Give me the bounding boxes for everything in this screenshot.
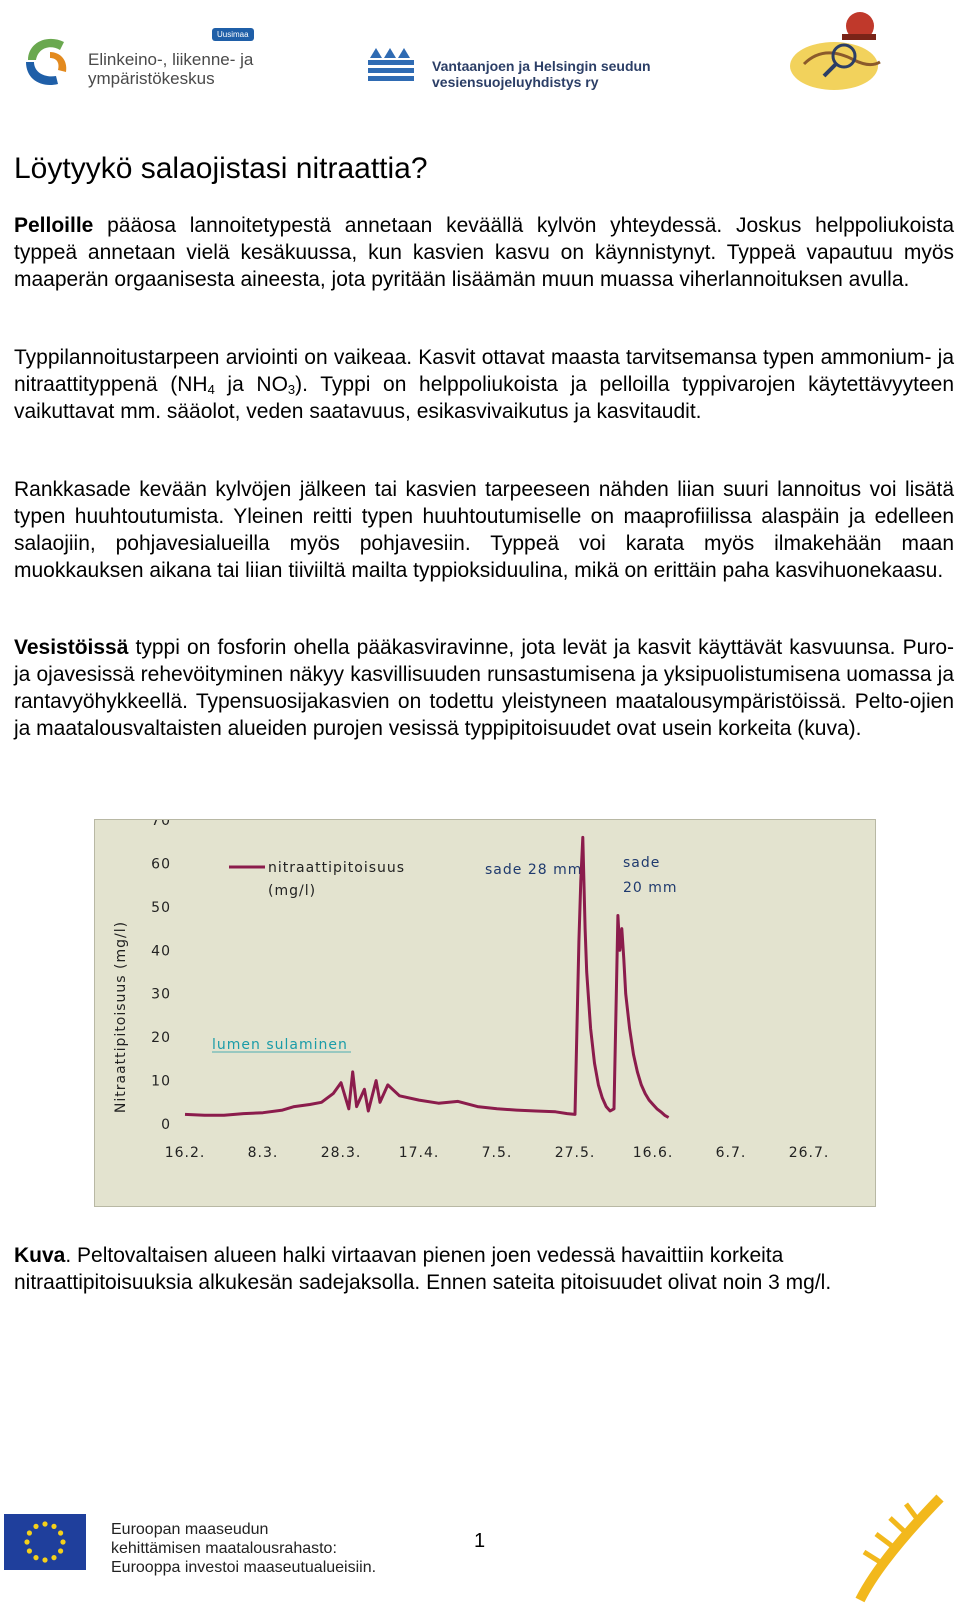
figure-caption-bold: Kuva <box>14 1244 66 1267</box>
legend-label-line2: (mg/l) <box>268 883 317 899</box>
paragraph-fields-bold: Pelloille <box>14 214 94 237</box>
eu-star <box>42 1521 47 1526</box>
eu-star <box>60 1539 65 1544</box>
eu-star <box>42 1557 47 1562</box>
figure-caption-text: . Peltovaltaisen alueen halki virtaavan pienen joen vedessä havaittiin korkeita nitraattipitoisuuksia alkukesän sadejaksolla. Ennen sateita pitoisuudet olivat noin 3 mg/l. <box>14 1244 832 1294</box>
page-title: Löytyykö salaojistasi nitraattia? <box>14 152 428 185</box>
y-tick-label: 60 <box>151 856 171 873</box>
paragraph-fertilization <box>14 344 954 425</box>
detective-mascot-icon <box>784 4 894 96</box>
subscript-4: 4 <box>207 382 215 397</box>
ely-emblem-icon <box>20 30 80 90</box>
y-tick-label: 70 <box>151 820 171 829</box>
x-tick-label: 6.7. <box>715 1145 747 1161</box>
x-tick-label: 27.5. <box>554 1145 596 1161</box>
x-tick-label: 26.7. <box>788 1145 830 1161</box>
annotation-rain-20mm-line2: 20 mm <box>623 880 678 896</box>
paragraph-leaching: Rankkasade kevään kylvöjen jälkeen tai kasvien tarpeeseen nähden liian suuri lannoitus voi lisätä typen huuhtoutumista. Yleinen reitti typen huuhtoutumiselle on maaprofiilissa alaspäin ja edelleen salaojiin, pohjavesialueilla myös pohjavesiin. Typpeä voi karata myös ilmakehään maan muokkauksen aikana tai liian tiiviiltä mailta typpioksiduulina, mikä on erittäin paha kasvihuonekaasu. <box>14 478 954 582</box>
eu-star <box>51 1555 56 1560</box>
y-tick-label: 20 <box>151 1030 171 1047</box>
y-tick-label: 50 <box>151 899 171 916</box>
eu-star <box>27 1530 32 1535</box>
page-number: 1 <box>474 1530 486 1552</box>
eu-star <box>58 1530 63 1535</box>
eu-star <box>27 1548 32 1553</box>
nitrate-chart-svg <box>95 820 875 1206</box>
paragraph-fertilization-b: ja NO <box>214 373 288 396</box>
paragraph-fields <box>14 212 954 293</box>
paragraph-waters-bold: Vesistöissä <box>14 636 129 659</box>
ely-name <box>88 50 253 88</box>
subscript-3: 3 <box>287 382 296 397</box>
vhsy-name <box>432 58 651 90</box>
x-tick-label: 16.6. <box>632 1145 674 1161</box>
eu-star <box>58 1548 63 1553</box>
annotation-rain-28mm: sade 28 mm <box>485 862 583 878</box>
nitrate-chart <box>94 819 876 1207</box>
eu-star <box>51 1524 56 1529</box>
water-waves-icon <box>366 44 422 88</box>
leader-logo-icon <box>850 1490 950 1604</box>
x-tick-label: 8.3. <box>247 1145 279 1161</box>
y-tick-label: 0 <box>161 1117 171 1133</box>
x-tick-label: 7.5. <box>481 1145 513 1161</box>
eu-star <box>24 1539 29 1544</box>
figure-caption <box>14 1242 954 1296</box>
vhsy-name-line2: vesiensuojeluyhdistys ry <box>432 74 599 90</box>
paragraph-fertilization-c: ). Typpi on helppoliukoista ja pelloilla typpivarojen käytettävyyteen vaikuttavat mm. sääolot, veden saatavuus, esikasvivaikutus ja kasvitaudit. <box>14 373 955 423</box>
paragraph-waters <box>14 634 954 742</box>
paragraph-fertilization-a: Typpilannoitustarpeen arviointi on vaikeaa. Kasvit ottavat maasta tarvitsemansa typen ammonium- ja nitraattityppenä (NH <box>14 346 954 396</box>
ely-region-badge: Uusimaa <box>212 28 254 41</box>
x-tick-label: 17.4. <box>398 1145 440 1161</box>
eu-text-line3: Eurooppa investoi maaseutualueisiin. <box>111 1559 377 1576</box>
ely-name-line2: ympäristökeskus <box>88 69 215 88</box>
annotation-rain-20mm-line1: sade <box>623 855 661 871</box>
eu-text-line1: Euroopan maaseudun <box>111 1521 269 1538</box>
ely-name-line1: Elinkeino-, liikenne- ja <box>88 50 254 69</box>
eu-text-line2: kehittämisen maatalousrahasto: <box>111 1540 337 1557</box>
y-tick-label: 10 <box>151 1073 171 1090</box>
y-tick-label: 40 <box>151 943 171 960</box>
vhsy-name-line1: Vantaanjoen ja Helsingin seudun <box>432 58 651 74</box>
eu-star <box>33 1524 38 1529</box>
chart-legend <box>229 860 405 899</box>
y-axis-label: Nitraattipitoisuus (mg/l) <box>113 920 129 1114</box>
paragraph-fields-text: pääosa lannoitetypestä annetaan keväällä kylvön yhteydessä. Joskus helppoliukoista typpeä annetaan vielä kesäkuussa, kun kasvien kasvu on käynnistynyt. Typpeä vapautuu myös maaperän orgaanisesta aineesta, jota pyritään lisäämän muun muassa viherlannoituksen avulla. <box>14 214 954 291</box>
annotation-snow-melt: lumen sulaminen <box>212 1037 348 1053</box>
x-tick-label: 16.2. <box>164 1145 206 1161</box>
legend-label-line1: nitraattipitoisuus <box>268 860 406 876</box>
paragraph-waters-text: typpi on fosforin ohella pääkasviravinne, jota levät ja kasvit käyttävät kasvuunsa. Puro- ja ojavesissä rehevöityminen näkyy kasvillisuuden runsastumisena ja yksipuolistumisena uomassa ja rantavyöhykkeellä. Typensuosijakasvien on todettu yleistyneen maatalousympäristöissä. Pelto-ojien ja maatalousvaltaisten alueiden purojen vesissä typpipitoisuudet ovat usein korkeita (kuva). <box>14 636 954 740</box>
nitrate-series-line <box>185 837 669 1117</box>
eu-star <box>33 1555 38 1560</box>
eu-funding-text <box>111 1520 376 1577</box>
y-tick-label: 30 <box>151 986 171 1003</box>
eu-flag-icon <box>4 1514 86 1570</box>
x-tick-label: 28.3. <box>320 1145 362 1161</box>
